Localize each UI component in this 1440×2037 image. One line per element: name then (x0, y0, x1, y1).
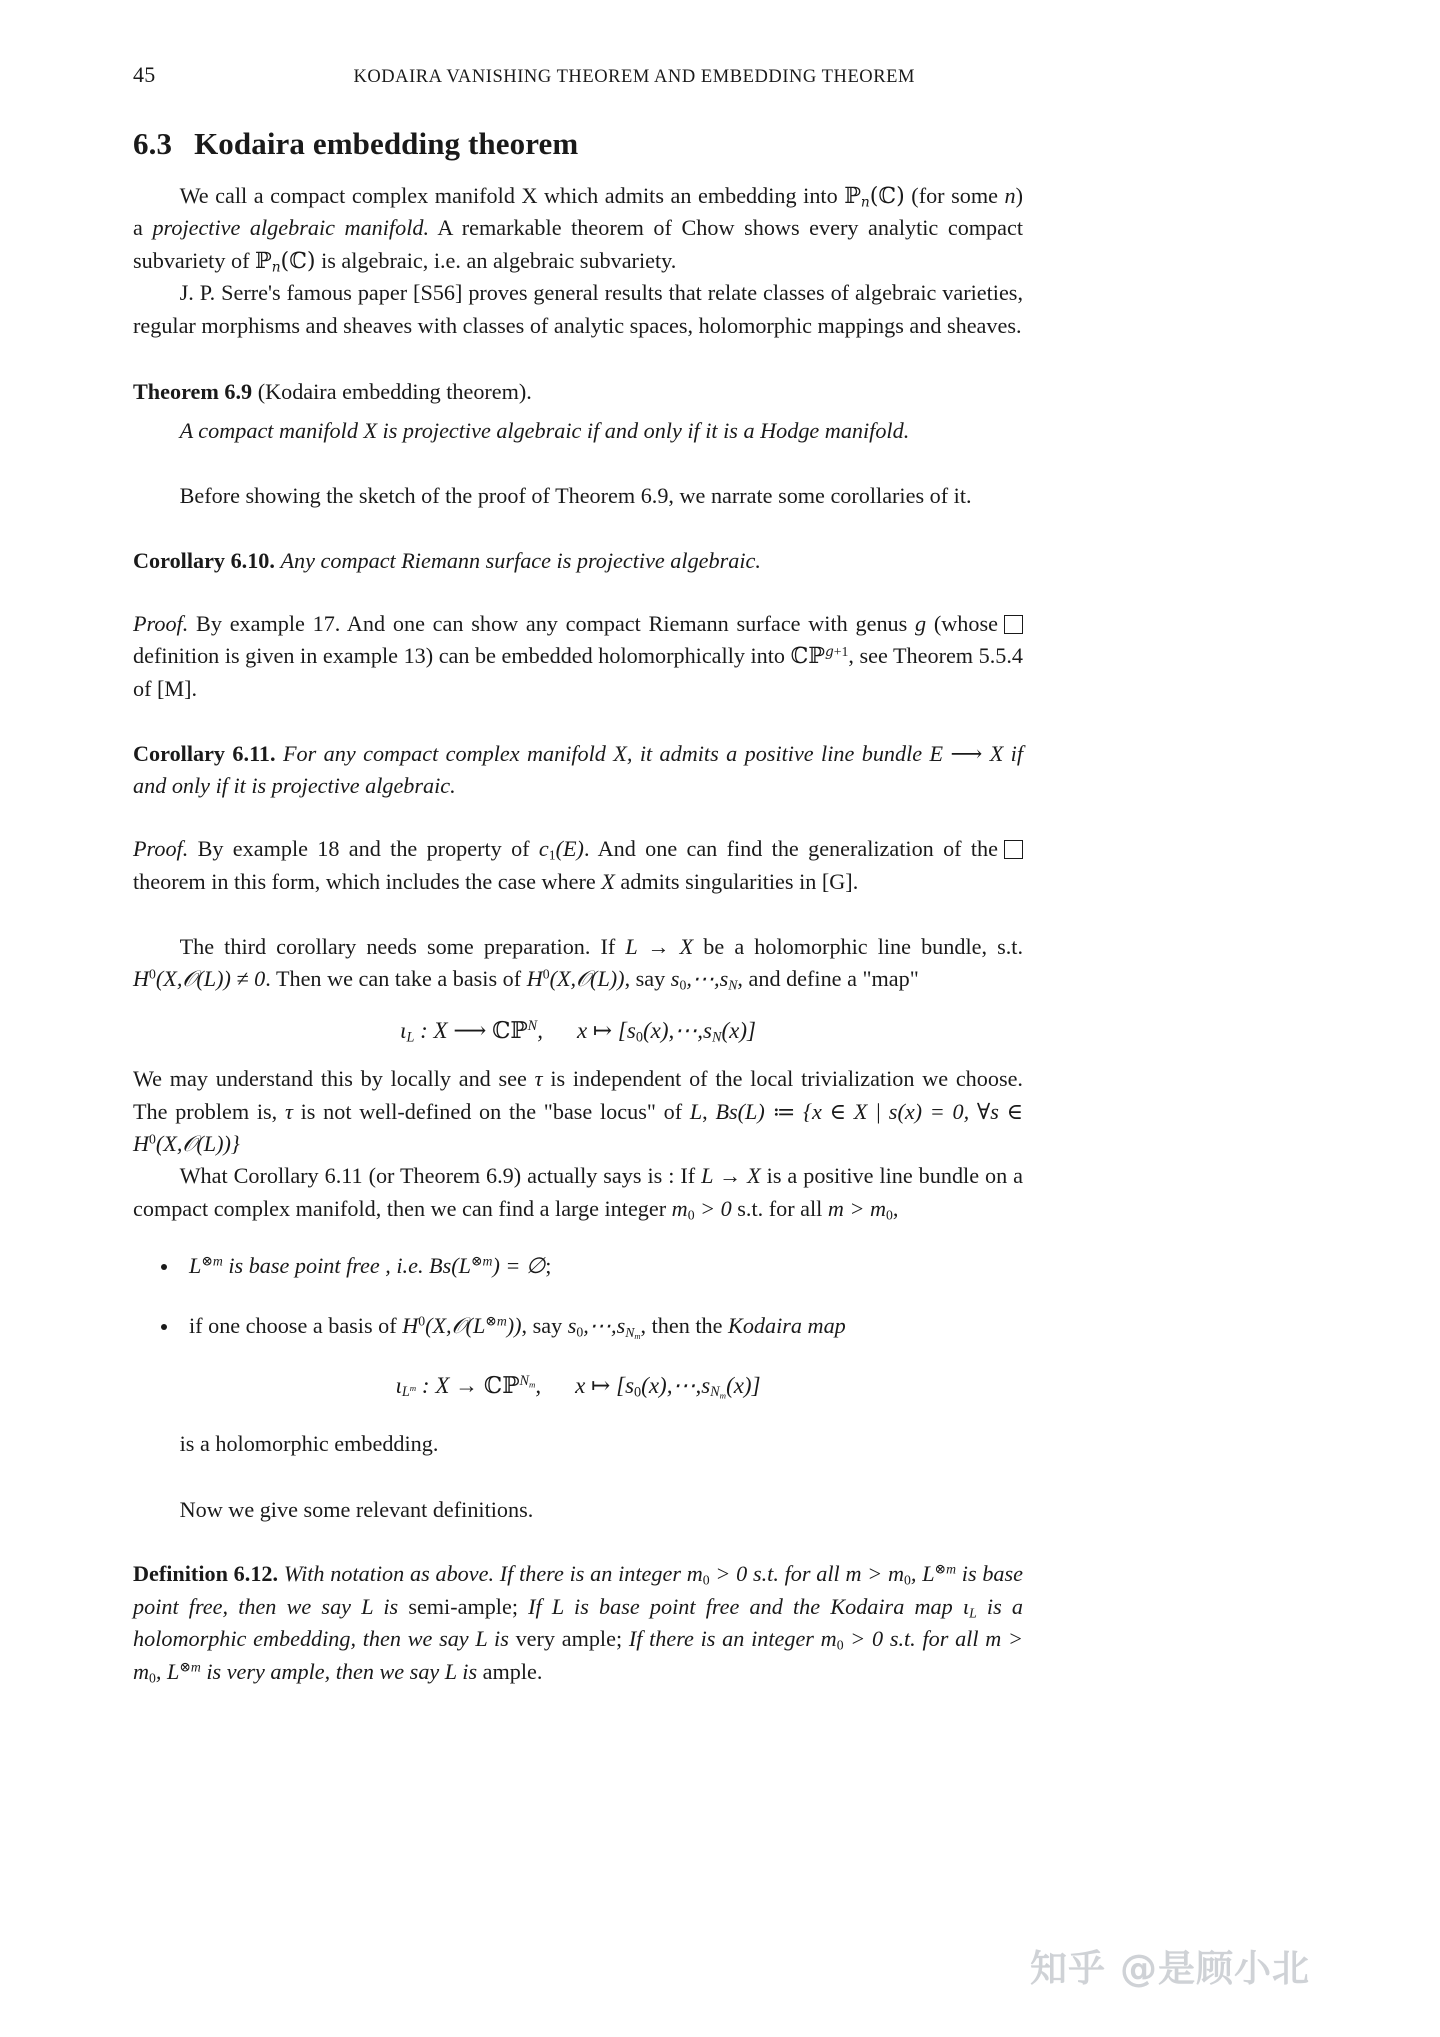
math-l-tensor-m-b: $L^{\otimes m}$ (922, 1560, 957, 1586)
text-run: s.t. for all (747, 1560, 846, 1586)
page-number: 45 (133, 62, 156, 87)
math-e-to-x: E ⟶ X (922, 741, 1004, 767)
term-very-ample: very ample; (515, 1626, 623, 1652)
math-s0-sn: $s_0,\cdots,s_N$ (670, 966, 738, 993)
proof-label-2: Proof. (133, 835, 189, 861)
paragraph-third-corollary (133, 931, 1023, 996)
math-x-maps-to: x ↦ $[s_0(x),\cdots,s_N(x)]$ (576, 1018, 756, 1046)
text-run: is independent of the local trivialization we choose. The problem is, (133, 1066, 1023, 1124)
paragraph-holomorphic-embedding: is a holomorphic embedding. (179, 1431, 439, 1457)
math-m-gt-m0: $m > m_0$ (827, 1195, 893, 1223)
text-run: is base point free , i.e. (222, 1252, 430, 1278)
proof-611 (133, 833, 1023, 898)
theorem-statement: A compact manifold X is projective algebraic if and only if it is a Hodge manifold. (179, 417, 910, 443)
text-run: We may understand this by locally and see (133, 1066, 535, 1092)
text-run: , see Theorem 5.5.4 of [M]. (133, 643, 1024, 701)
zhihu-logo: 知乎 (1030, 1947, 1106, 1990)
text-run: A remarkable theorem of Chow shows every analytic compact subvariety of (133, 215, 1023, 273)
term-semi-ample: semi-ample; (408, 1593, 518, 1619)
text-run: , (910, 1560, 923, 1586)
text-run: is a positive line bundle on a compact complex manifold, then we can find a large integer (133, 1163, 1024, 1221)
term-kodaira-map: Kodaira map (728, 1312, 846, 1338)
math-L: L (689, 1098, 703, 1124)
math-tau-2: τ (284, 1098, 293, 1124)
math-s0-snm: $s_0,\cdots,s_{N_m}$ (567, 1312, 641, 1341)
math-cp-g-plus-1: ℂℙ$^{g+1}$ (790, 643, 849, 670)
text-run: is very ample, then we say L is (200, 1658, 483, 1684)
text-run: If L is base point free and the Kodaira map (517, 1593, 963, 1619)
text-run: (for some (904, 182, 1005, 208)
math-genus-g: g (915, 610, 927, 636)
math-h0-ol: $H^0(X,𝒪(L))$ (526, 966, 625, 992)
section-number: 6.3 (133, 126, 173, 161)
text-run: is algebraic, i.e. an algebraic subvariety. (315, 247, 677, 273)
text-run: , and define a "map" (737, 966, 919, 992)
display-equation-iota-L (133, 1016, 1023, 1047)
paragraph-before-sketch: Before showing the sketch of the proof of Theorem 6.9, we narrate some corollaries of it. (179, 483, 972, 509)
math-x: X (601, 868, 615, 894)
math-l-to-x-2: L → X (701, 1163, 761, 1189)
text-run: By example 18 and the property of (188, 835, 539, 861)
text-run: ) a (133, 182, 1023, 241)
display-equation-iota-Lm (133, 1371, 1023, 1402)
math-iota-L: $\iota_L$ : X ⟶ ℂℙ$^N$, (400, 1018, 543, 1046)
section-heading (133, 126, 1023, 162)
paragraph-what-corollary: What Corollary 6.11 (or Theorem 6.9) actually says is : If L → X is a positive line bundle on a compact complex manifold, then we can find a large integer $m_0 > 0$ s.t. for all $m > m_0$, (133, 1163, 1024, 1223)
text-run: The third corollary needs some preparation. If (179, 933, 626, 959)
qed-box-2 (1004, 840, 1023, 859)
zhihu-handle: @是顾小北 (1120, 1947, 1310, 1990)
text-run: is base point free, then we say L is (133, 1560, 1024, 1619)
theorem-name: (Kodaira embedding theorem). (257, 379, 532, 405)
math-iota-L-b: $\iota_L$ (962, 1593, 977, 1621)
proof-610 (133, 608, 1023, 705)
text-run: be a holomorphic line bundle, s.t. (693, 933, 1023, 959)
text-run: if one choose a basis of (189, 1312, 403, 1338)
paragraph-now-definitions: Now we give some relevant definitions. (179, 1496, 534, 1522)
math-l-tensor-m-c: $L^{\otimes m}$ (167, 1658, 201, 1684)
definition-612-label: Definition 6.12. (133, 1560, 279, 1586)
text-run: . Then we can take a basis of (265, 966, 527, 992)
math-l-to-x: L → X (625, 933, 694, 959)
text-run: If there is an integer (622, 1626, 821, 1652)
paragraph-intro (133, 180, 1023, 278)
math-m-gt-m0-c: $m > m_0$ (133, 1626, 1023, 1686)
text-run: By example 17. And one can show any compact Riemann surface with genus (188, 610, 916, 636)
math-m0-gt-0-b: $m_0 > 0$ (686, 1560, 748, 1588)
corollary-611 (133, 738, 1023, 803)
math-pn-c-2: ℙ$_n$(ℂ) (255, 247, 316, 276)
text-run: , then the (640, 1312, 729, 1338)
text-run: , (155, 1658, 167, 1684)
text-run: (whose definition is given in example 13) can be embedded holomorphically into (133, 610, 998, 669)
watermark (1030, 1938, 1310, 1992)
theorem-label: Theorem 6.9 (133, 379, 253, 405)
text-run: , say (521, 1312, 568, 1338)
math-bs-L: Bs(L) ≔ {x ∈ X | s(x) = 0, ∀s ∈ $H^0(X,𝒪(L))$} (133, 1098, 1024, 1157)
text-run: admits singularities in [G]. (614, 868, 859, 894)
bullet-list (133, 1250, 1023, 1343)
text-run: is not well-defined on the "base locus" of (292, 1098, 690, 1124)
list-item (133, 1310, 1023, 1343)
math-h0-ol-neq0: $H^0(X,𝒪(L)) \ne 0$ (133, 966, 266, 992)
math-pn-c: ℙ$_n$(ℂ) (844, 182, 905, 211)
corollary-611-statement-a: For any compact complex manifold X, it admits a positive line bundle (282, 741, 923, 767)
corollary-611-label: Corollary 6.11. (133, 741, 276, 767)
math-m0-gt-0: $m_0 > 0$ (671, 1195, 732, 1223)
text-run: . And one can find the generalization of the theorem in this form, which includes the case where (133, 835, 998, 894)
term-projective-algebraic-manifold: projective algebraic manifold. (152, 215, 429, 241)
corollary-611-statement-b: if and only if it is projective algebraic. (133, 741, 1023, 799)
corollary-610 (133, 545, 1023, 577)
term-ample: ample. (482, 1658, 543, 1684)
theorem-heading (133, 376, 1023, 408)
text-run: s.t. for all (883, 1626, 986, 1652)
math-m-gt-m0-b: $m > m_0$ (845, 1560, 911, 1588)
corollary-610-label: Corollary 6.10. (133, 548, 275, 574)
paragraph-understand (133, 1063, 1023, 1160)
text-column (133, 126, 1023, 1689)
text-run: What Corollary 6.11 (or Theorem 6.9) actually says is : If (179, 1163, 702, 1189)
corollary-610-statement: Any compact Riemann surface is projective algebraic. (280, 548, 761, 574)
math-l-tensor-m: $L^{\otimes m}$ (189, 1252, 223, 1278)
qed-box (1004, 615, 1023, 634)
text-run: ; (545, 1252, 552, 1278)
math-n: n (1004, 182, 1016, 208)
list-item (133, 1250, 1023, 1282)
math-x-maps-to-2: x ↦ $[s_0(x),\cdots,s_{N_m}(x)]$ (575, 1372, 761, 1401)
text-run: , say (624, 966, 671, 992)
section-title: Kodaira embedding theorem (194, 126, 579, 161)
math-tau: τ (534, 1066, 543, 1092)
math-c1-e: $c_1(E)$ (538, 835, 584, 863)
running-head (133, 62, 1153, 88)
proof-label: Proof. (133, 610, 189, 636)
text-run: We call a compact complex manifold X which admits an embedding into (179, 182, 845, 208)
math-iota-Lm: $\iota_{L^m}$ : X → ℂℙ$^{N_m}$, (395, 1372, 542, 1401)
text-run: , (702, 1098, 716, 1124)
math-h0-l-tensor-m: $H^0(X,𝒪(L^{\otimes m}))$ (402, 1312, 522, 1338)
running-title: KODAIRA VANISHING THEOREM AND EMBEDDING THEOREM (353, 67, 915, 87)
text-run: With notation as above. If there is an integer (283, 1560, 687, 1586)
text-run: s.t. for all (731, 1195, 828, 1221)
text-run: is a holomorphic embedding, then we say L is (133, 1593, 1023, 1652)
math-m0-gt-0-c: $m_0 > 0$ (820, 1626, 884, 1653)
paragraph-serre: J. P. Serre's famous paper [S56] proves general results that relate classes of algebraic varieties, regular morphisms and sheaves with classes of analytic spaces, holomorphic mappings and sheaves. (133, 280, 1023, 338)
math-bs-l-tensor-m: $Bs(L^{\otimes m})$ = ∅ (429, 1252, 546, 1278)
definition-612 (133, 1558, 1023, 1689)
